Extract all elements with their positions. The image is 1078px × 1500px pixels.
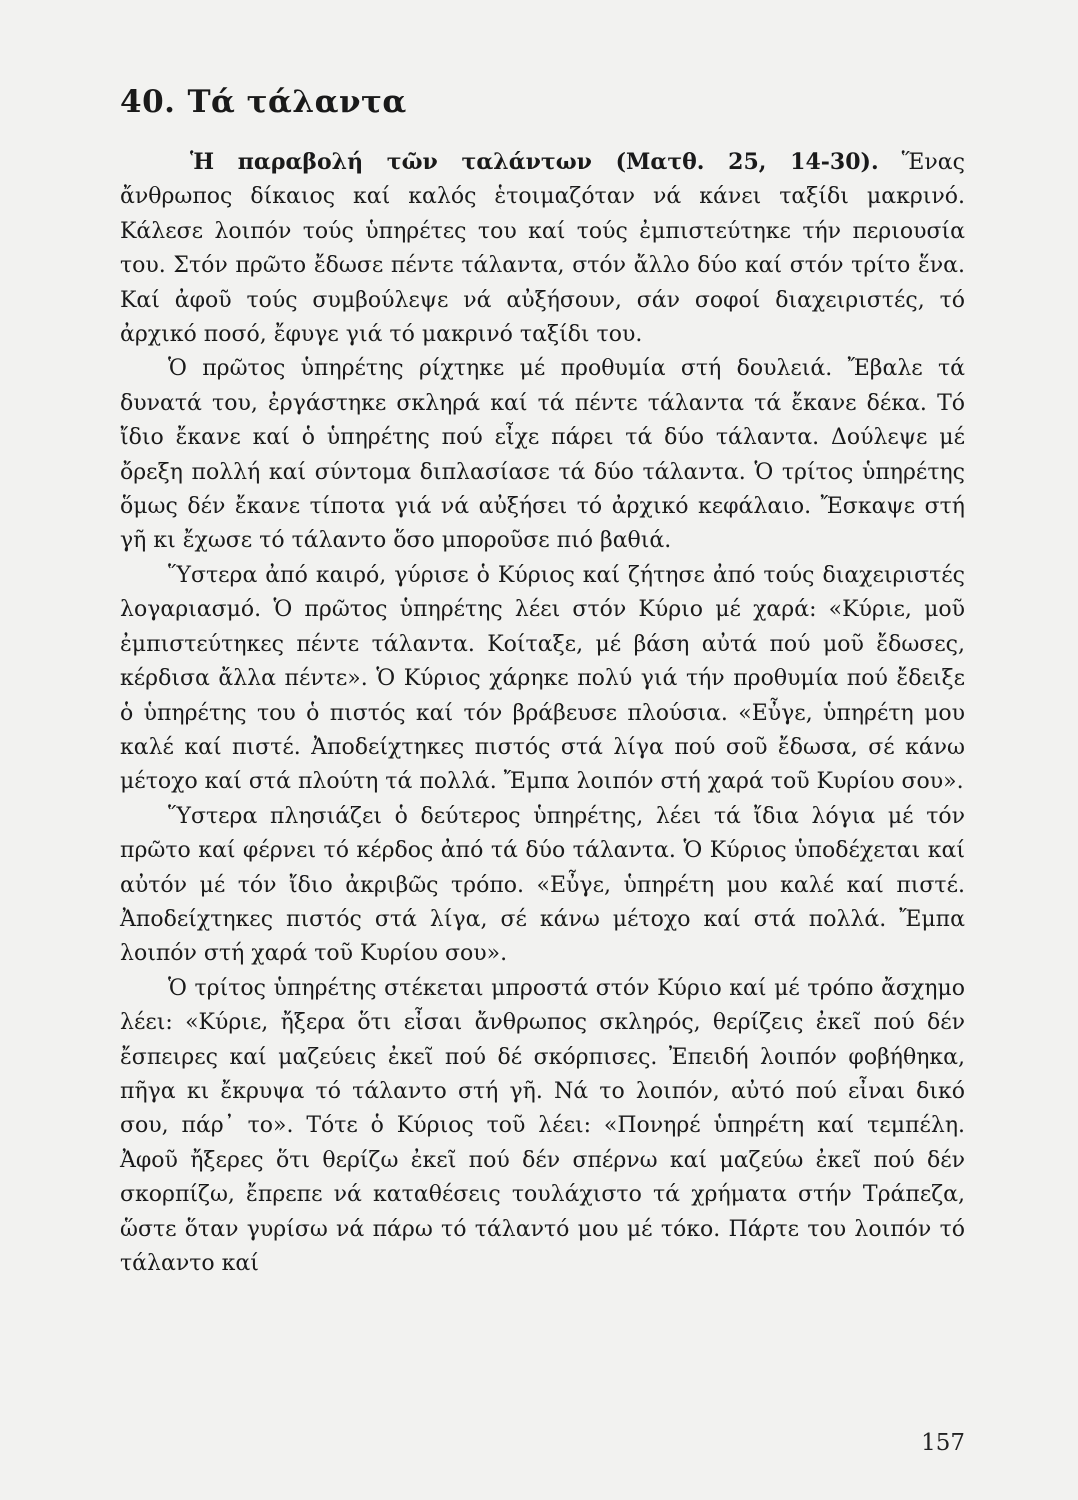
chapter-title bbox=[120, 82, 407, 122]
paragraph-1-text: Ἕνας ἄνθρωπος δίκαιος καί καλός ἑτοιμαζόταν νά κάνει ταξίδι μακρινό. Κάλεσε λοιπόν τούς ὑπηρέτες του καί τούς ἐμπιστεύτηκε τήν περιουσία του. Στόν πρῶτο ἔδωσε πέντε τάλαντα, στόν ἄλλο δύο καί στόν τρίτο ἕνα. Καί ἀφοῦ τούς συμβούλεψε νά αὐξήσουν, σάν σοφοί διαχειριστές, τό ἀρχικό ποσό, ἔφυγε γιά τό μακρινό ταξίδι του. bbox=[120, 150, 965, 348]
paragraph-2: Ὁ πρῶτος ὑπηρέτης ρίχτηκε μέ προθυμία στή δουλειά. Ἔβαλε τά δυνατά του, ἐργάστηκε σκληρά καί τά πέντε τάλαντα τά ἔκανε δέκα. Τό ἴδιο ἔκανε καί ὁ ὑπηρέτης πού εἶχε πάρει τά δύο τάλαντα. Δούλεψε μέ ὄρεξη πολλή καί σύντομα διπλασίασε τά δύο τάλαντα. Ὁ τρίτος ὑπηρέτης ὅμως δέν ἔκανε τίποτα γιά νά αὐξήσει τό ἀρχικό κεφάλαιο. Ἔσκαψε στή γῆ κι ἔχωσε τό τάλαντο ὅσο μποροῦσε πιό βαθιά. bbox=[120, 356, 965, 554]
paragraph-3: Ὕστερα ἀπό καιρό, γύρισε ὁ Κύριος καί ζήτησε ἀπό τούς διαχειριστές λογαριασμό. Ὁ πρῶτος ὑπηρέτης λέει στόν Κύριο μέ χαρά: «Κύριε, μοῦ ἐμπιστεύτηκες πέντε τάλαντα. Κοίταξε, μέ βάση αὐτά πού μοῦ ἔδωσες, κέρδισα ἄλλα πέντε». Ὁ Κύριος χάρηκε πολύ γιά τήν προθυμία πού ἔδειξε ὁ ὑπηρέτης του ὁ πιστός καί τόν βράβευσε πλούσια. «Εὖγε, ὑπηρέτη μου καλέ καί πιστέ. Ἀποδείχτηκες πιστός στά λίγα πού σοῦ ἔδωσα, σέ κάνω μέτοχο καί στά πλούτη τά πολλά. Ἔμπα λοιπόν στή χαρά τοῦ Κυρίου σου». bbox=[120, 562, 965, 795]
lead-heading: Ἡ παραβολή τῶν ταλάντων (Ματθ. 25, 14-30). bbox=[190, 149, 879, 175]
paragraph-5: Ὁ τρίτος ὑπηρέτης στέκεται μπροστά στόν Κύριο καί μέ τρόπο ἄσχημο λέει: «Κύριε, ἤξερα ὅτι εἶσαι ἄνθρωπος σκληρός, θερίζεις ἐκεῖ πού δέν ἔσπειρες καί μαζεύεις ἐκεῖ πού δέ σκόρπισες. Ἐπειδή λοιπόν φοβήθηκα, πῆγα κι ἔκρυψα τό τάλαντο στή γῆ. Νά το λοιπόν, αὐτό πού εἶναι δικό σου, πάρ᾽ το». Τότε ὁ Κύριος τοῦ λέει: «Πονηρέ ὑπηρέτη καί τεμπέλη. Ἀφοῦ ἤξερες ὅτι θερίζω ἐκεῖ πού δέν σπέρνω καί μαζεύω ἐκεῖ πού δέν σκορπίζω, ἔπρεπε νά καταθέσεις τουλάχιστο τά χρήματα στήν Τράπεζα, ὥστε ὅταν γυρίσω νά πάρω τό τάλαντό μου μέ τόκο. Πάρτε του λοιπόν τό τάλαντο καί bbox=[120, 975, 965, 1276]
chapter-title-text: Τά τάλαντα bbox=[187, 84, 407, 120]
paragraph-4: Ὕστερα πλησιάζει ὁ δεύτερος ὑπηρέτης, λέει τά ἴδια λόγια μέ τόν πρῶτο καί φέρνει τό κέρδος ἀπό τά δύο τάλαντα. Ὁ Κύριος ὑποδέχεται καί αὐτόν μέ τόν ἴδιο ἀκριβῶς τρόπο. «Εὖγε, ὑπηρέτη μου καλέ καί πιστέ. Ἀποδείχτηκες πιστός στά λίγα, σέ κάνω μέτοχο καί στά πολλά. Ἔμπα λοιπόν στή χαρά τοῦ Κυρίου σου». bbox=[120, 803, 965, 967]
paragraph-1 bbox=[120, 145, 965, 352]
chapter-number: 40. bbox=[120, 84, 176, 120]
book-page bbox=[120, 0, 965, 1500]
body-text bbox=[120, 145, 965, 1281]
page-number: 157 bbox=[921, 1430, 965, 1456]
